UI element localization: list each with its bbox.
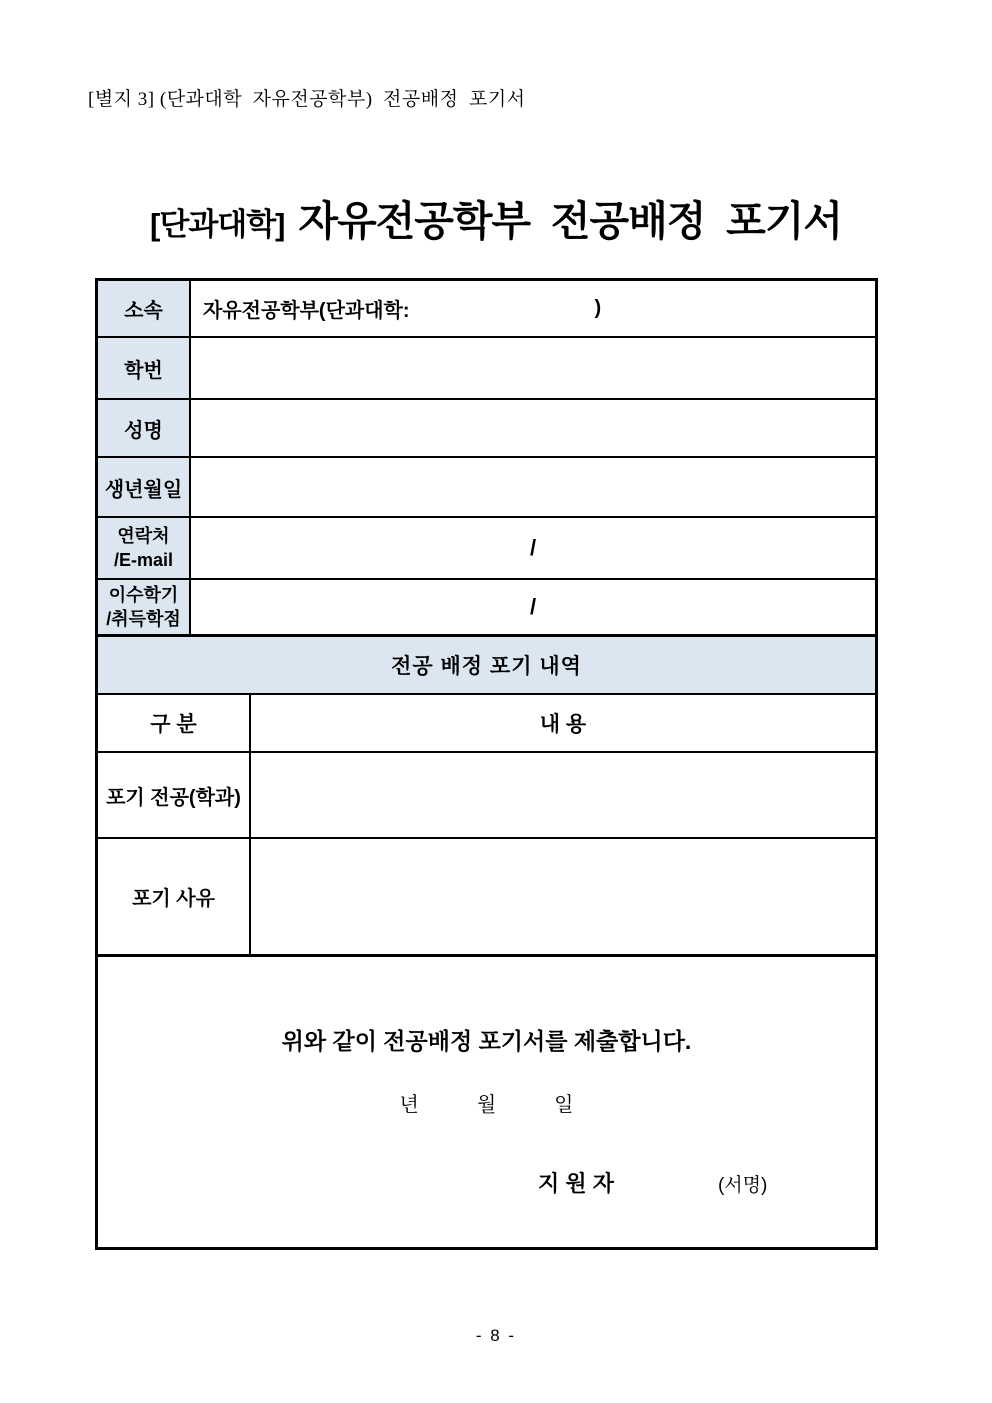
waived-major-row [98, 753, 875, 839]
form-title [0, 188, 992, 247]
contact-value-cell [191, 518, 875, 578]
semester-credits-value-separator: / [529, 594, 537, 619]
semester-credits-row [98, 580, 875, 637]
birthdate-row [98, 458, 875, 518]
birthdate-label-cell [98, 458, 191, 516]
detail-header-content-cell [251, 695, 875, 751]
date-day-label: 일 [554, 1094, 574, 1116]
contact-label-line2: /E-mail [113, 550, 174, 570]
date-year-label: 년 [399, 1094, 419, 1116]
date-line [98, 1088, 875, 1117]
date-month-label: 월 [476, 1094, 497, 1116]
name-row [98, 400, 875, 458]
affiliation-value-close: ) [594, 297, 602, 319]
detail-header-content-label: 내 용 [539, 713, 587, 736]
form-title-main: 자유전공학부 전공배정 포기서 [298, 198, 842, 244]
name-label-cell [98, 400, 191, 456]
waiver-section-header-label: 전공 배정 포기 내역 [391, 655, 582, 678]
contact-label-cell [98, 518, 191, 578]
signer-line [98, 1167, 875, 1198]
semester-credits-value-cell [191, 580, 875, 634]
birthdate-value-cell [191, 458, 875, 516]
affiliation-row [98, 281, 875, 338]
contact-label-line1: 연락처 [117, 525, 170, 546]
detail-header-category-label: 구 분 [150, 713, 197, 736]
student-id-value-cell [191, 338, 875, 398]
waived-major-label-cell [98, 753, 251, 837]
closing-statement: 위와 같이 전공배정 포기서를 제출합니다. [281, 1028, 692, 1054]
detail-header-row [98, 695, 875, 753]
attachment-annotation: [별지 3] (단과대학 자유전공학부) 전공배정 포기서 [88, 89, 526, 110]
student-id-label-cell [98, 338, 191, 398]
waived-major-label: 포기 전공(학과) [106, 786, 241, 809]
birthdate-label: 생년월일 [104, 478, 183, 501]
name-label: 성명 [124, 419, 163, 442]
waiver-reason-value-cell [251, 839, 875, 954]
detail-header-category-cell [98, 695, 251, 751]
name-value-cell [191, 400, 875, 456]
waiver-reason-row [98, 839, 875, 957]
student-id-row [98, 338, 875, 400]
closing-box [98, 957, 875, 1247]
contact-row [98, 518, 875, 580]
waived-major-value-cell [251, 753, 875, 837]
affiliation-value-open: 자유전공학부(단과대학: [203, 300, 410, 322]
affiliation-label: 소속 [124, 300, 163, 322]
page-number: - 8 - [475, 1326, 517, 1345]
signer-label: 지 원 자 [538, 1171, 614, 1196]
waiver-section-header [98, 637, 875, 695]
affiliation-label-cell [98, 281, 191, 336]
waiver-form-table [95, 278, 878, 1250]
waiver-reason-label: 포기 사유 [132, 888, 215, 910]
semester-credits-label-line1: 이수학기 [108, 584, 179, 605]
semester-credits-label-line2: /취득학점 [106, 609, 181, 629]
student-id-label: 학번 [124, 359, 163, 382]
form-title-prefix: [단과대학] [150, 207, 285, 242]
contact-value-separator: / [529, 535, 537, 560]
signature-note: (서명) [717, 1175, 768, 1196]
affiliation-value-cell [191, 281, 875, 336]
semester-credits-label-cell [98, 580, 191, 634]
waiver-reason-label-cell [98, 839, 251, 954]
